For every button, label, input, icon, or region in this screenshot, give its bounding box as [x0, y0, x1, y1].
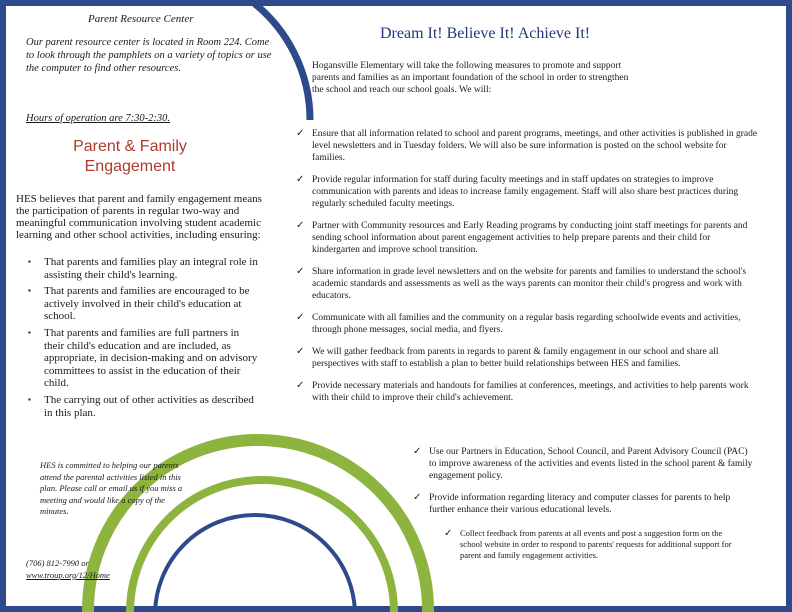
check-icon: ✓	[296, 128, 305, 139]
bullet-icon: ▪	[28, 327, 31, 337]
check-text: We will gather feedback from parents in regards to parent & family engagement in our school and share all perspectives with staff to establish a plan to better build relationships between HES and families.	[312, 347, 719, 369]
phone-number: (706) 812-7990 or	[26, 558, 89, 568]
list-item	[296, 380, 758, 404]
check-text: Provide regular information for staff during faculty meetings and in staff updates on strategies to improve communication with parents and ideas to increase family engagement. Staff will also share best practices during regularly scheduled faculty meetings.	[312, 175, 739, 209]
check-text: Provide information regarding literacy and computer classes for parents to help further enhance their various educational levels.	[429, 493, 731, 515]
check-icon: ✓	[413, 492, 422, 503]
check-text: Share information in grade level newsletters and on the website for parents and families to understand the school's academic standards and assessments as well as the ways parents can monitor their child's progress and work with educators.	[312, 267, 747, 301]
measures-checklist	[296, 128, 758, 414]
website-link[interactable]: www.troup.org/12/Home	[26, 570, 110, 580]
resource-center-title: Parent Resource Center	[88, 13, 194, 25]
list-item	[26, 256, 261, 281]
check-text: Communicate with all families and the community on a regular basis regarding schoolwide events and activities, through phone messages, social media, and flyers.	[312, 313, 741, 335]
list-item	[444, 528, 744, 561]
bullet-text: That parents and families are encouraged to be actively involved in their child's education at school.	[44, 285, 250, 323]
list-item	[296, 128, 758, 164]
engagement-title-line2: Engagement	[84, 158, 176, 175]
resource-center-hours: Hours of operation are 7:30-2:30.	[26, 113, 170, 124]
bullet-icon: ▪	[28, 394, 31, 404]
check-icon: ✓	[444, 528, 453, 539]
list-item	[413, 446, 753, 482]
list-item	[296, 346, 758, 370]
engagement-belief: HES believes that parent and family engagement means the participation of parents in regular two-way and meaningful communication involving student academic learning and other school activities, including ensuring:	[16, 193, 262, 241]
bullet-icon: ▪	[28, 286, 31, 296]
list-item	[296, 220, 758, 256]
check-text: Collect feedback from parents at all events and post a suggestion form on the school website in order to respond to parents' requests for additional support for parent and family engagement activities.	[460, 528, 732, 560]
check-text: Use our Partners in Education, School Council, and Parent Advisory Council (PAC) to improve awareness of the activities and events listed in the school parent & family engagement policy.	[429, 447, 753, 481]
check-icon: ✓	[296, 174, 305, 185]
measures-checklist-lower	[413, 446, 753, 526]
list-item	[296, 174, 758, 210]
list-item	[26, 327, 261, 390]
blue-ring-inner	[155, 515, 355, 612]
engagement-bullets	[26, 256, 261, 423]
headline: Dream It! Believe It! Achieve It!	[380, 25, 591, 42]
check-icon: ✓	[296, 346, 305, 357]
engagement-title	[40, 137, 220, 177]
check-icon: ✓	[296, 312, 305, 323]
list-item	[413, 492, 753, 516]
check-text: Provide necessary materials and handouts for families at conferences, meetings, and activities to help parents work with their child to improve their child's achievement.	[312, 381, 749, 403]
list-item	[296, 312, 758, 336]
check-icon: ✓	[296, 266, 305, 277]
committed-text: HES is committed to helping our parents attend the parental activities listed in this plan. Please call or email us if you miss a meeting and would like a copy of the minutes.	[40, 460, 183, 516]
intro-text: Hogansville Elementary will take the following measures to promote and support parents and families as an important foundation of the school in order to strengthen the school and reach our school goals. We will:	[312, 61, 629, 95]
check-text: Partner with Community resources and Early Reading programs by conducting joint staff meetings for parents and sending school information about parent engagement activities to help prepare parents and their child for kindergarten and improve school transition.	[312, 221, 748, 255]
bullet-icon: ▪	[28, 257, 31, 266]
resource-center-text: Our parent resource center is located in Room 224. Come to look through the pamphlets on a variety of topics or use the computer to find other resources.	[26, 37, 272, 74]
check-text: Ensure that all information related to school and parent programs, meetings, and other activities is published in grade level newsletters and in Tuesday folders. We will also be sure information is posted on the school website for families.	[312, 129, 758, 163]
measures-checklist-bottom	[444, 528, 744, 571]
list-item	[296, 266, 758, 302]
list-item	[26, 394, 261, 419]
check-icon: ✓	[296, 220, 305, 231]
engagement-title-line1: Parent & Family	[73, 138, 187, 155]
bullet-text: The carrying out of other activities as described in this plan.	[44, 393, 254, 419]
bullet-text: That parents and families are full partners in their child's education and are included, as appropriate, in decision-making and on advisory committees to assist in the education of their child.	[44, 326, 258, 390]
list-item	[26, 285, 261, 323]
bullet-text: That parents and families play an integral role in assisting their child's learning.	[44, 256, 258, 281]
check-icon: ✓	[296, 380, 305, 391]
check-icon: ✓	[413, 446, 422, 457]
